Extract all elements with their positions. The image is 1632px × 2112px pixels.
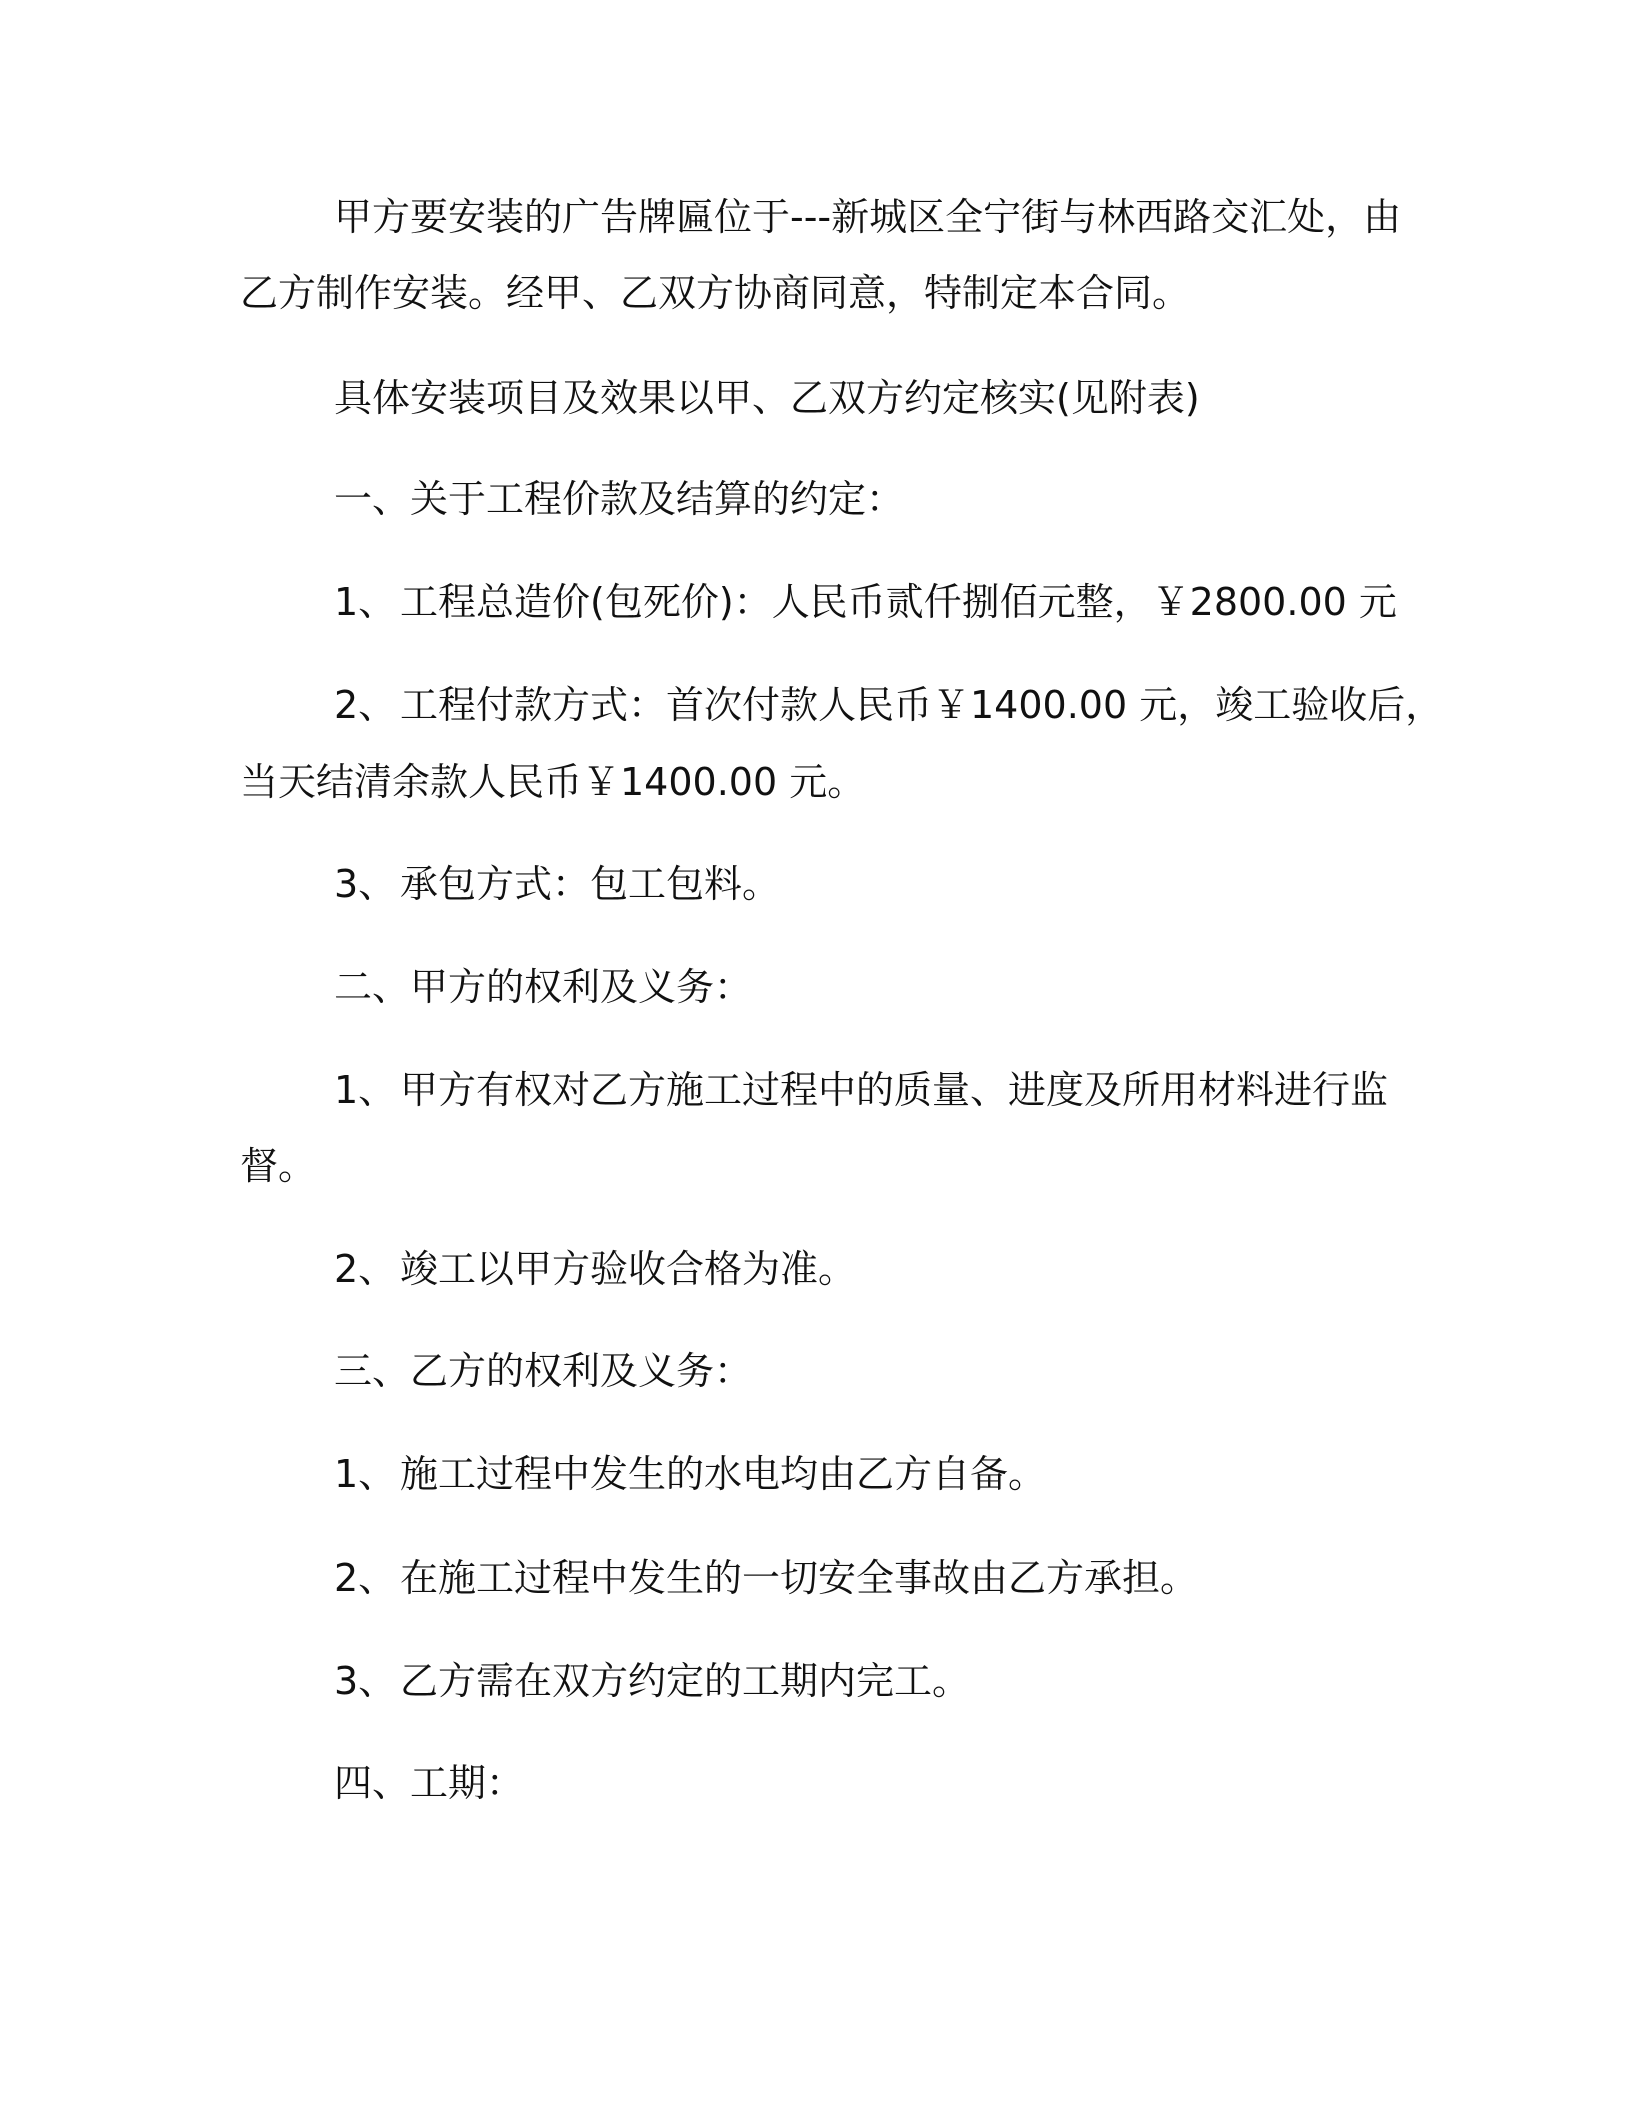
section-heading: 二、甲方的权利及义务：: [334, 965, 753, 1009]
numbered-item: [334, 1065, 1388, 1115]
item-text: 承包方式：包工包料。: [400, 862, 781, 906]
item-text: 竣工以甲方验收合格为准。: [400, 1247, 857, 1291]
numbered-item: [334, 1449, 1046, 1499]
numbered-item: [334, 577, 1397, 627]
item-number: 2、: [334, 683, 397, 727]
paragraph-line: 当天结清余款人民币￥1400.00 元。: [240, 760, 866, 804]
section-heading: 三、乙方的权利及义务：: [334, 1349, 753, 1393]
numbered-item: [334, 1553, 1198, 1603]
item-text: 工程付款方式：首次付款人民币￥1400.00 元，竣工验收后，: [400, 683, 1444, 727]
item-text: 施工过程中发生的水电均由乙方自备。: [400, 1452, 1047, 1496]
numbered-item: [334, 859, 780, 909]
item-number: 1、: [334, 1068, 397, 1112]
paragraph-line: 甲方要安装的广告牌匾位于---新城区全宁街与林西路交汇处，由: [334, 195, 1402, 239]
item-number: 3、: [334, 862, 397, 906]
section-heading: 四、工期：: [334, 1761, 525, 1805]
paragraph-line: 督。: [240, 1144, 317, 1188]
numbered-item: [334, 680, 1443, 730]
paragraph-line: 乙方制作安装。经甲、乙双方协商同意，特制定本合同。: [240, 271, 1191, 315]
item-number: 1、: [334, 1452, 397, 1496]
item-text: 在施工过程中发生的一切安全事故由乙方承担。: [400, 1556, 1199, 1600]
numbered-item: [334, 1656, 970, 1706]
section-heading: 一、关于工程价款及结算的约定：: [334, 477, 905, 521]
item-text: 甲方有权对乙方施工过程中的质量、进度及所用材料进行监: [400, 1068, 1389, 1112]
item-number: 1、: [334, 580, 397, 624]
item-number: 2、: [334, 1556, 397, 1600]
item-number: 3、: [334, 1659, 397, 1703]
item-text: 工程总造价(包死价)：人民币贰仟捌佰元整，￥2800.00 元: [400, 580, 1397, 624]
item-number: 2、: [334, 1247, 397, 1291]
numbered-item: [334, 1244, 856, 1294]
item-text: 乙方需在双方约定的工期内完工。: [400, 1659, 971, 1703]
paragraph-line: 具体安装项目及效果以甲、乙双方约定核实(见附表): [334, 376, 1200, 420]
